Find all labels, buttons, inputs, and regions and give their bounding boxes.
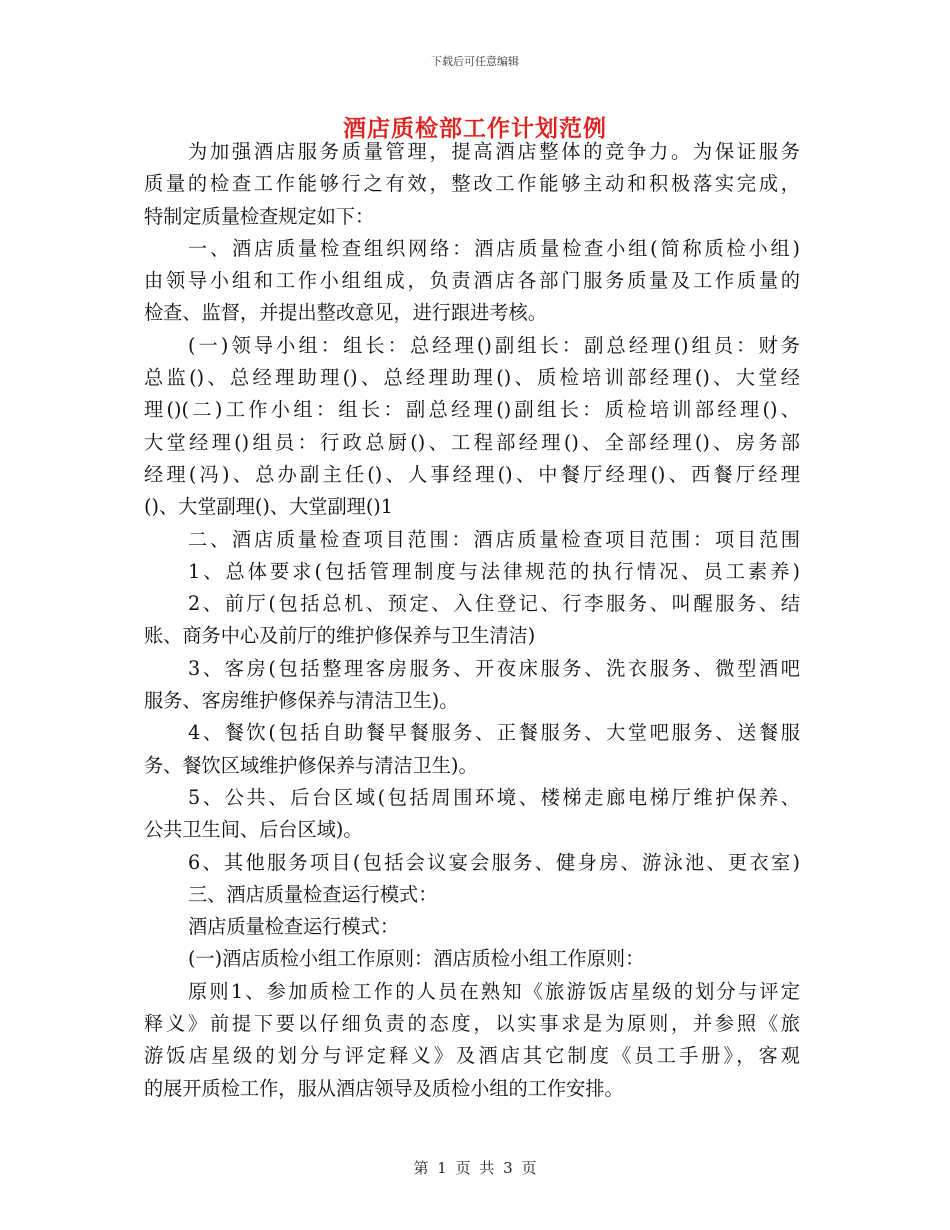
text-line: 3、客房(包括整理客房服务、开夜床服务、洗衣服务、微型酒吧 [188,656,800,680]
text-line: 2、前厅(包括总机、预定、入住登记、行李服务、叫醒服务、结 [188,592,800,616]
text-line: 三、酒店质量检查运行模式： [188,882,438,906]
text-line: 大堂经理()组员：行政总厨()、工程部经理()、全部经理()、房务部 [144,430,800,454]
text-line: 原则1、参加质检工作的人员在熟知《旅游饭店星级的划分与评定 [188,979,800,1003]
text-line: 服务、客房维护修保养与清洁卫生)。 [144,689,459,713]
page-header: 下载后可任意编辑 [431,55,519,68]
document-title: 酒店质检部工作计划范例 [343,115,607,142]
text-line: 二、酒店质量检查项目范围：酒店质量检查项目范围：项目范围 [188,527,800,551]
text-line: 游饭店星级的划分与评定释义》及酒店其它制度《员工手册》，客观 [144,1044,800,1068]
text-line: 6、其他服务项目(包括会议宴会服务、健身房、游泳池、更衣室) [188,850,800,874]
text-line: (一)领导小组：组长：总经理()副组长：副总经理()组员：财务 [188,333,800,357]
text-line: 由领导小组和工作小组组成，负责酒店各部门服务质量及工作质量的 [144,269,800,293]
text-line: 公共卫生间、后台区域)。 [144,818,363,842]
text-line: (一)酒店质检小组工作原则：酒店质检小组工作原则： [188,947,645,971]
text-line: 一、酒店质量检查组织网络：酒店质量检查小组(简称质检小组) [188,236,800,260]
page-footer: 第 1 页 共 3 页 [413,1159,537,1177]
text-line: 为加强酒店服务质量管理，提高酒店整体的竞争力。为保证服务 [188,140,800,163]
text-line: 账、商务中心及前厅的维护修保养与卫生清洁) [144,624,536,648]
text-line: 总监()、总经理助理()、总经理助理()、质检培训部经理()、大堂经 [144,366,800,390]
text-line: 特制定质量检查规定如下： [144,204,375,228]
text-line: 务、餐饮区域维护修保养与清洁卫生)。 [144,753,478,777]
text-line: 5、公共、后台区域(包括周围环境、楼梯走廊电梯厅维护保养、 [188,785,800,809]
text-line: ()、大堂副理()、大堂副理()1 [144,495,393,519]
text-line: 质量的检查工作能够行之有效，整改工作能够主动和积极落实完成， [144,172,800,196]
text-line: 酒店质量检查运行模式： [188,915,400,939]
text-line: 的展开质检工作，服从酒店领导及质检小组的工作安排。 [144,1076,624,1100]
text-line: 1、总体要求(包括管理制度与法律规范的执行情况、员工素养) [188,559,800,583]
text-line: 检查、监督，并提出整改意见，进行跟进考核。 [144,301,547,325]
text-line: 经理(冯)、总办副主任()、人事经理()、中餐厅经理()、西餐厅经理 [144,462,800,486]
text-line: 理()(二)工作小组：组长：副总经理()副组长：质检培训部经理()、 [144,398,800,422]
document-body [144,136,800,1105]
text-line: 4、餐饮(包括自助餐早餐服务、正餐服务、大堂吧服务、送餐服 [188,721,800,745]
text-line: 释义》前提下要以仔细负责的态度，以实事求是为原则，并参照《旅 [144,1012,800,1036]
